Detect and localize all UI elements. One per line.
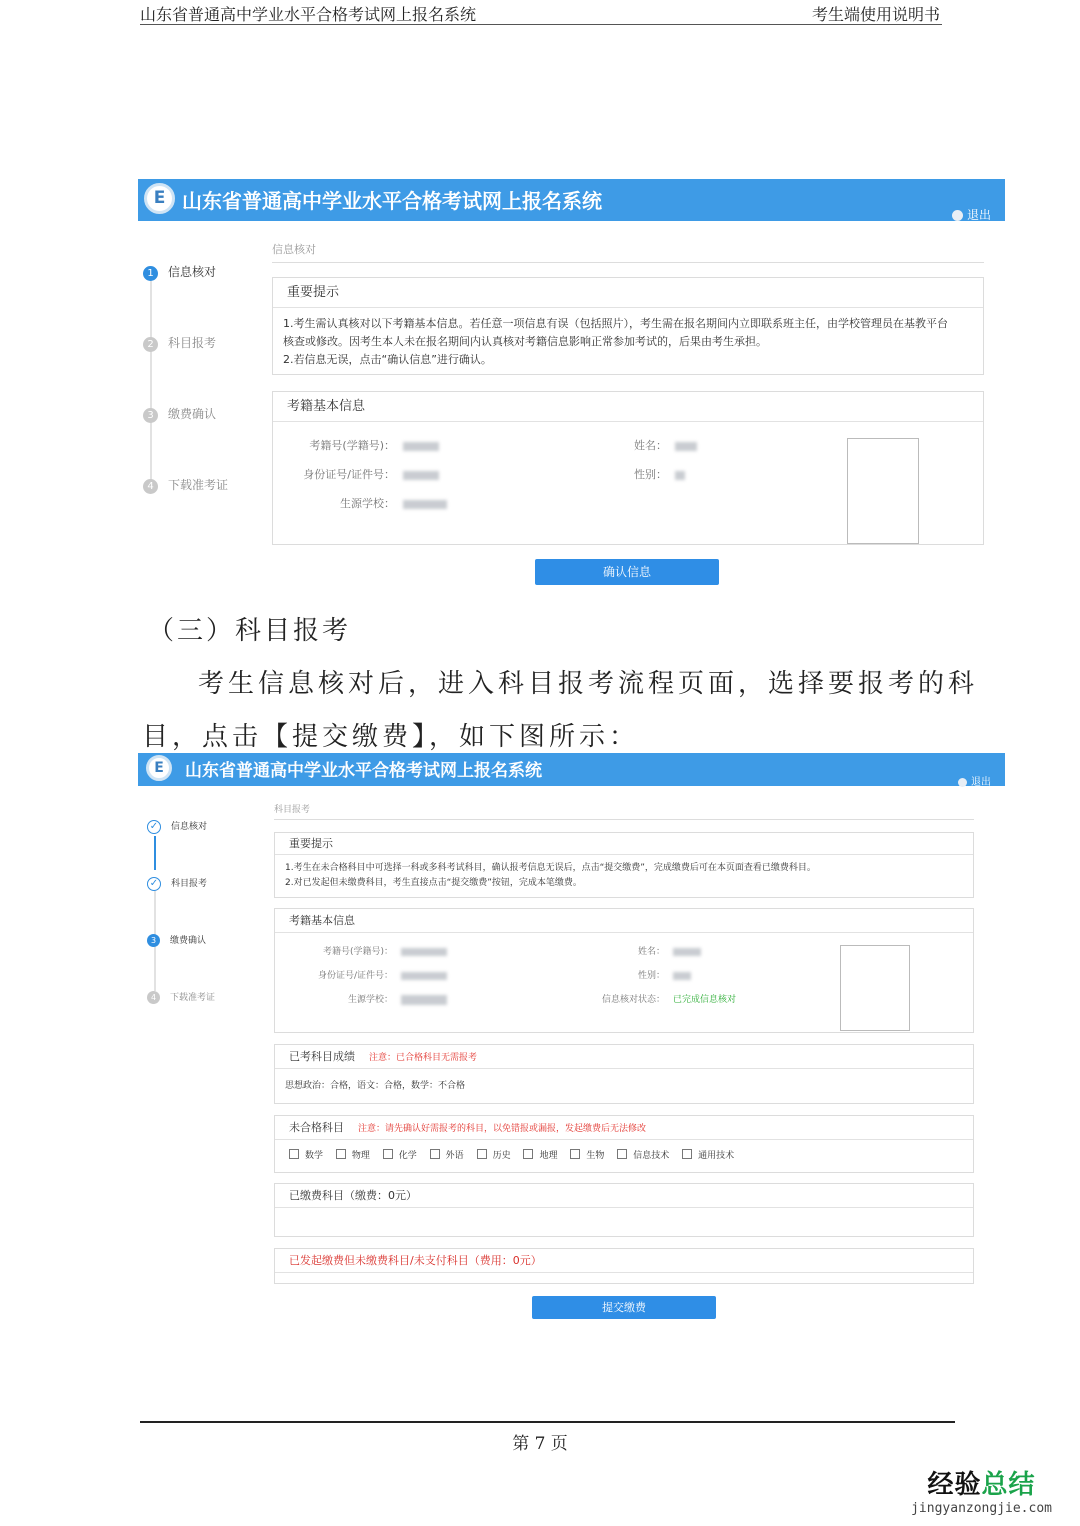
checkmark-icon: ✓ bbox=[147, 877, 161, 891]
breadcrumb-divider bbox=[274, 819, 974, 820]
step-info-check[interactable] bbox=[143, 263, 216, 281]
exam-number-field bbox=[283, 437, 439, 453]
confirm-info-button[interactable]: 确认信息 bbox=[535, 559, 719, 585]
redacted-value bbox=[401, 948, 447, 956]
subject-checkbox-biology[interactable] bbox=[570, 1148, 604, 1161]
app-title: 山东省普通高中学业水平合格考试网上报名系统 bbox=[182, 189, 602, 213]
subject-checkbox-foreign-language[interactable] bbox=[430, 1148, 464, 1161]
screenshot-subject-register bbox=[138, 753, 1005, 1325]
checkbox[interactable] bbox=[383, 1149, 393, 1159]
notice-body bbox=[285, 861, 963, 891]
notice-panel bbox=[272, 277, 984, 375]
logout-label: 退出 bbox=[966, 208, 991, 222]
logout-label: 退出 bbox=[971, 777, 991, 788]
unpaid-title: 已发起缴费但未缴费科目/未支付科目（费用：0元） bbox=[275, 1249, 973, 1273]
step-info-check[interactable] bbox=[147, 819, 207, 834]
basic-info-title: 考籍基本信息 bbox=[273, 392, 983, 422]
redacted-value bbox=[403, 471, 439, 480]
step-payment-confirm[interactable] bbox=[147, 933, 206, 947]
subject-checkbox-physics[interactable] bbox=[336, 1148, 370, 1161]
checkmark-icon: ✓ bbox=[147, 820, 161, 834]
step-payment-confirm[interactable] bbox=[143, 405, 216, 423]
notice-line: 1.考生需认真核对以下考籍基本信息。若任意一项信息有误（包括照片），考生需在报名期间内立即联系班主任，由学校管理员在基教平台 bbox=[283, 317, 948, 330]
notice-line: 核查或修改。因考生本人未在报名期间内认真核对考籍信息影响正常参加考试的，后果由考生承担。 bbox=[283, 335, 767, 348]
subject-checkbox-chemistry[interactable] bbox=[383, 1148, 417, 1161]
checkbox-label: 数学 bbox=[305, 1151, 324, 1161]
subject-checkbox-geography[interactable] bbox=[523, 1148, 557, 1161]
step-label: 信息核对 bbox=[168, 265, 217, 279]
student-photo bbox=[840, 945, 910, 1031]
redacted-value bbox=[675, 442, 697, 451]
school-field bbox=[283, 495, 447, 511]
notice-line: 1.考生在未合格科目中可选择一科或多科考试科目，确认报考信息无误后，点击“提交缴费”，完成缴费后可在本页面查看已缴费科目。 bbox=[285, 863, 816, 873]
field-label: 考籍号(学籍号)： bbox=[322, 947, 393, 957]
step-label: 科目报考 bbox=[171, 879, 208, 889]
step-subject-register[interactable] bbox=[147, 876, 207, 891]
header-doc-title: 山东省普通高中学业水平合格考试网上报名系统 bbox=[140, 5, 477, 24]
step-label: 缴费确认 bbox=[168, 407, 217, 421]
basic-info-panel bbox=[272, 391, 984, 545]
user-icon bbox=[958, 778, 967, 787]
student-photo bbox=[847, 438, 919, 544]
step-download-ticket[interactable] bbox=[147, 990, 215, 1004]
failed-subjects-panel bbox=[274, 1115, 974, 1173]
field-label: 性别： bbox=[637, 971, 665, 981]
step-label: 下载准考证 bbox=[168, 478, 229, 492]
logo-icon: E bbox=[146, 755, 172, 781]
basic-info-title: 考籍基本信息 bbox=[275, 909, 973, 933]
basic-info-panel bbox=[274, 908, 974, 1033]
watermark-url: jingyanzongjie.com bbox=[911, 1501, 1052, 1516]
screenshot-info-check bbox=[138, 179, 1005, 591]
checkbox-label: 历史 bbox=[492, 1151, 511, 1161]
logout-link[interactable] bbox=[958, 773, 991, 788]
field-label: 姓名： bbox=[634, 439, 667, 452]
redacted-value bbox=[401, 972, 447, 980]
checkbox-label: 信息技术 bbox=[633, 1151, 670, 1161]
checkbox-label: 地理 bbox=[539, 1151, 558, 1161]
failed-note: 注意：请先确认好需报考的科目，以免错报或漏报，发起缴费后无法修改 bbox=[358, 1124, 647, 1134]
checkbox-label: 化学 bbox=[398, 1151, 417, 1161]
paragraph-line: 考生信息核对后，进入科目报考流程页面，选择要报考的科 bbox=[198, 669, 979, 699]
breadcrumb: 信息核对 bbox=[272, 243, 316, 256]
redacted-value bbox=[673, 972, 691, 980]
redacted-value bbox=[401, 995, 447, 1005]
field-label: 性别： bbox=[634, 468, 667, 481]
step-label: 缴费确认 bbox=[170, 936, 207, 946]
checkbox[interactable] bbox=[617, 1149, 627, 1159]
redacted-value bbox=[403, 442, 439, 451]
watermark-title-a: 经验 bbox=[927, 1470, 982, 1500]
redacted-value bbox=[675, 471, 685, 480]
scores-note: 注意：已合格科目无需报考 bbox=[369, 1053, 478, 1063]
document-header bbox=[140, 0, 942, 25]
subject-checkbox-it[interactable] bbox=[617, 1148, 669, 1161]
checkbox[interactable] bbox=[336, 1149, 346, 1159]
name-field bbox=[603, 437, 697, 453]
field-label: 身份证号/证件号： bbox=[303, 468, 395, 481]
step-connector bbox=[154, 836, 156, 870]
field-label: 信息核对状态： bbox=[601, 995, 665, 1005]
step-download-ticket[interactable] bbox=[143, 476, 228, 494]
checkbox[interactable] bbox=[289, 1149, 299, 1159]
section-heading: （三）科目报考 bbox=[148, 616, 352, 646]
step-number: 3 bbox=[143, 408, 158, 423]
checkbox-label: 物理 bbox=[351, 1151, 370, 1161]
subject-checkbox-math[interactable] bbox=[289, 1148, 323, 1161]
notice-title: 重要提示 bbox=[275, 833, 973, 855]
unpaid-subjects-panel bbox=[274, 1248, 974, 1284]
logo-icon: E bbox=[144, 183, 175, 214]
checkbox[interactable] bbox=[430, 1149, 440, 1159]
checkbox[interactable] bbox=[682, 1149, 692, 1159]
checkbox-label: 通用技术 bbox=[698, 1151, 735, 1161]
paid-title: 已缴费科目（缴费：0元） bbox=[275, 1184, 973, 1208]
page-number: 第 7 页 bbox=[512, 1434, 568, 1454]
gender-field bbox=[575, 968, 691, 981]
paragraph-line: 目，点击【提交缴费】，如下图所示： bbox=[142, 722, 640, 752]
step-number: 4 bbox=[147, 991, 160, 1004]
failed-title: 未合格科目 bbox=[289, 1121, 344, 1134]
field-label: 生源学校： bbox=[347, 995, 393, 1005]
subject-checkbox-history[interactable] bbox=[477, 1148, 511, 1161]
step-connector bbox=[150, 280, 152, 485]
scores-header bbox=[275, 1045, 973, 1069]
step-number: 2 bbox=[143, 337, 158, 352]
submit-payment-button[interactable]: 提交缴费 bbox=[532, 1296, 716, 1319]
check-status-field bbox=[575, 992, 736, 1005]
notice-line: 2.若信息无误，点击“确认信息”进行确认。 bbox=[283, 353, 492, 366]
logout-link[interactable] bbox=[952, 206, 991, 223]
site-watermark bbox=[911, 1464, 1052, 1516]
field-label: 姓名： bbox=[637, 947, 665, 957]
paid-subjects-panel bbox=[274, 1183, 974, 1237]
scores-panel bbox=[274, 1044, 974, 1104]
field-label: 生源学校： bbox=[340, 497, 395, 510]
subject-checkbox-list bbox=[289, 1148, 744, 1161]
notice-line: 2.对已发起但未缴费科目，考生直接点击“提交缴费”按钮，完成本笔缴费。 bbox=[285, 878, 582, 888]
notice-body bbox=[283, 315, 973, 369]
step-subject-register[interactable] bbox=[143, 334, 216, 352]
checkbox[interactable] bbox=[570, 1149, 580, 1159]
gender-field bbox=[603, 466, 685, 482]
watermark-title-b: 总结 bbox=[981, 1470, 1036, 1500]
check-status-value: 已完成信息核对 bbox=[673, 995, 737, 1005]
scores-title: 已考科目成绩 bbox=[289, 1050, 355, 1063]
footer-divider bbox=[140, 1421, 955, 1423]
school-field bbox=[285, 992, 447, 1005]
notice-panel bbox=[274, 832, 974, 898]
name-field bbox=[575, 944, 701, 957]
step-label: 科目报考 bbox=[168, 336, 217, 350]
breadcrumb-divider bbox=[272, 262, 984, 263]
exam-number-field bbox=[285, 944, 447, 957]
step-number: 3 bbox=[147, 934, 160, 947]
notice-title: 重要提示 bbox=[273, 278, 983, 308]
user-icon bbox=[952, 210, 963, 221]
watermark-title bbox=[911, 1464, 1052, 1501]
checkbox[interactable] bbox=[477, 1149, 487, 1159]
field-label: 身份证号/证件号： bbox=[317, 971, 393, 981]
failed-header bbox=[275, 1116, 973, 1140]
app-topbar bbox=[138, 179, 1005, 221]
subject-checkbox-general-tech[interactable] bbox=[682, 1148, 734, 1161]
step-number: 1 bbox=[143, 266, 158, 281]
field-label: 考籍号(学籍号)： bbox=[309, 439, 395, 452]
app-topbar bbox=[138, 753, 1005, 786]
scores-value: 思想政治：合格，语文：合格，数学：不合格 bbox=[285, 1081, 466, 1091]
header-doc-subtitle: 考生端使用说明书 bbox=[811, 5, 940, 24]
checkbox[interactable] bbox=[523, 1149, 533, 1159]
step-label: 下载准考证 bbox=[170, 993, 216, 1003]
redacted-value bbox=[673, 948, 701, 956]
step-number: 4 bbox=[143, 479, 158, 494]
redacted-value bbox=[403, 500, 447, 509]
checkbox-label: 外语 bbox=[445, 1151, 464, 1161]
step-label: 信息核对 bbox=[171, 822, 208, 832]
breadcrumb: 科目报考 bbox=[274, 805, 311, 815]
id-number-field bbox=[283, 466, 439, 482]
app-title: 山东省普通高中学业水平合格考试网上报名系统 bbox=[185, 761, 542, 781]
checkbox-label: 生物 bbox=[586, 1151, 605, 1161]
id-number-field bbox=[285, 968, 447, 981]
